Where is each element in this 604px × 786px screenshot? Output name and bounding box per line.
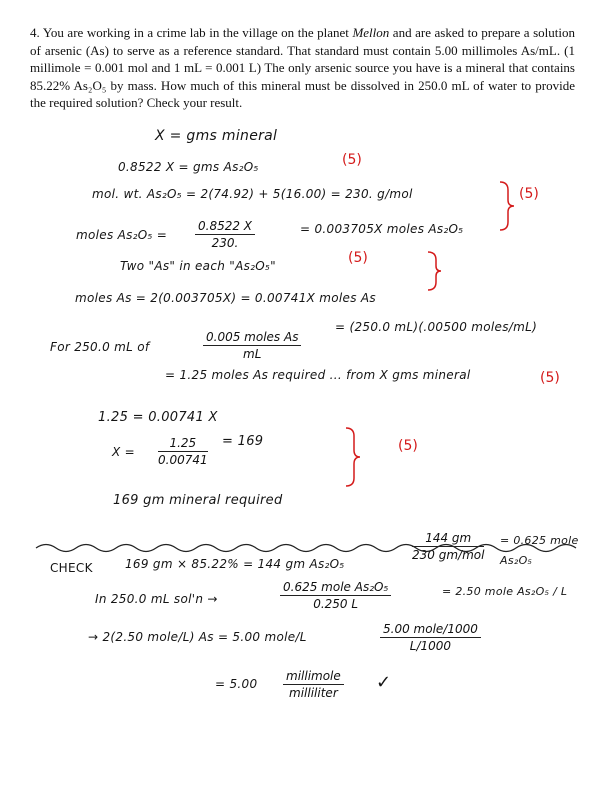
work-line-10-left: X = bbox=[112, 445, 135, 459]
work-line-10-denominator: 0.00741 bbox=[158, 453, 208, 467]
work-line-1: X = gms mineral bbox=[155, 128, 278, 144]
red-brace-3 bbox=[346, 428, 360, 486]
planet-name: Mellon bbox=[352, 25, 390, 40]
check-line-4-fraction bbox=[283, 669, 344, 700]
work-line-7-fraction bbox=[203, 330, 301, 361]
check-line-1-fraction bbox=[412, 531, 484, 562]
work-line-7-numerator: 0.005 moles As bbox=[203, 330, 301, 346]
grade-mark-1: (5) bbox=[342, 152, 362, 168]
work-line-7-right: = (250.0 mL)(.00500 moles/mL) bbox=[335, 320, 538, 334]
work-line-4-fraction bbox=[195, 219, 255, 250]
problem-number: 4. bbox=[30, 25, 40, 40]
check-line-3-left: → 2(2.50 mole/L) As = 5.00 mole/L bbox=[88, 630, 307, 644]
check-line-2-right: = 2.50 mole As₂O₅ / L bbox=[442, 585, 568, 598]
work-line-6: moles As = 2(0.003705X) = 0.00741X moles As bbox=[75, 291, 376, 305]
check-line-2-fraction bbox=[280, 580, 391, 611]
problem-text-1: You are working in a crime lab in the village on the planet bbox=[42, 25, 353, 40]
check-line-1-denominator: 230 gm/mol bbox=[412, 548, 485, 562]
check-line-1-numerator: 144 gm bbox=[412, 531, 484, 547]
red-brace-1 bbox=[500, 182, 514, 230]
check-line-2-left: In 250.0 mL sol'n → bbox=[95, 592, 218, 606]
check-line-2-denominator: 0.250 L bbox=[313, 597, 359, 611]
check-line-4-numerator: millimole bbox=[283, 669, 344, 685]
grade-mark-2: (5) bbox=[519, 186, 539, 202]
problem-statement bbox=[30, 24, 575, 112]
work-line-10-right: = 169 bbox=[222, 434, 264, 449]
work-line-4-right: = 0.003705X moles As₂O₅ bbox=[300, 222, 464, 236]
check-line-1: 169 gm × 85.22% = 144 gm As₂O₅ bbox=[125, 557, 345, 571]
work-line-4-left: moles As₂O₅ = bbox=[76, 228, 168, 242]
red-brace-2 bbox=[428, 252, 441, 290]
grade-mark-3: (5) bbox=[348, 250, 368, 266]
problem-text-2: and are asked to prepare a solution of arsenic (As) to serve as a reference standard. That standard must contain 5.00 millimoles As/mL. (1 millimole = 0.001 mol and 1 mL = 0.001 L) The only arsenic source you have is a mineral that contains 85.22% As₂O₅ by mass. How much of this mineral must be dissolved in 250.0 mL of water to provide the required solution? Check your result. bbox=[30, 25, 575, 110]
work-line-2: 0.8522 X = gms As₂O₅ bbox=[118, 160, 259, 174]
check-line-1-right: = 0.625 mole As₂O₅ bbox=[500, 534, 579, 567]
check-mark: ✓ bbox=[376, 672, 392, 693]
work-line-8: = 1.25 moles As required ... from X gms mineral bbox=[165, 368, 471, 382]
work-line-5: Two "As" in each "As₂O₅" bbox=[120, 259, 276, 273]
work-line-7-left: For 250.0 mL of bbox=[50, 340, 150, 354]
work-line-4-numerator: 0.8522 X bbox=[195, 219, 255, 235]
work-line-9: 1.25 = 0.00741 X bbox=[98, 410, 218, 425]
work-line-7-denominator: mL bbox=[243, 347, 262, 361]
work-line-10-numerator: 1.25 bbox=[158, 436, 208, 452]
check-line-3-fraction bbox=[380, 622, 481, 653]
work-line-3: mol. wt. As₂O₅ = 2(74.92) + 5(16.00) = 230. g/mol bbox=[92, 187, 413, 201]
work-line-10-fraction bbox=[158, 436, 208, 467]
check-line-3-numerator: 5.00 mole/1000 bbox=[380, 622, 481, 638]
check-line-4-left: = 5.00 bbox=[215, 677, 258, 691]
wavy-separator-line bbox=[36, 545, 576, 552]
work-line-11: 169 gm mineral required bbox=[113, 493, 283, 508]
grade-mark-5: (5) bbox=[398, 438, 418, 454]
check-line-4-denominator: milliliter bbox=[289, 686, 338, 700]
work-line-4-denominator: 230. bbox=[211, 236, 239, 250]
grade-mark-4: (5) bbox=[540, 370, 560, 386]
check-line-3-denominator: L/1000 bbox=[409, 639, 452, 653]
check-label: CHECK bbox=[50, 561, 93, 575]
check-line-2-numerator: 0.625 mole As₂O₅ bbox=[280, 580, 391, 596]
